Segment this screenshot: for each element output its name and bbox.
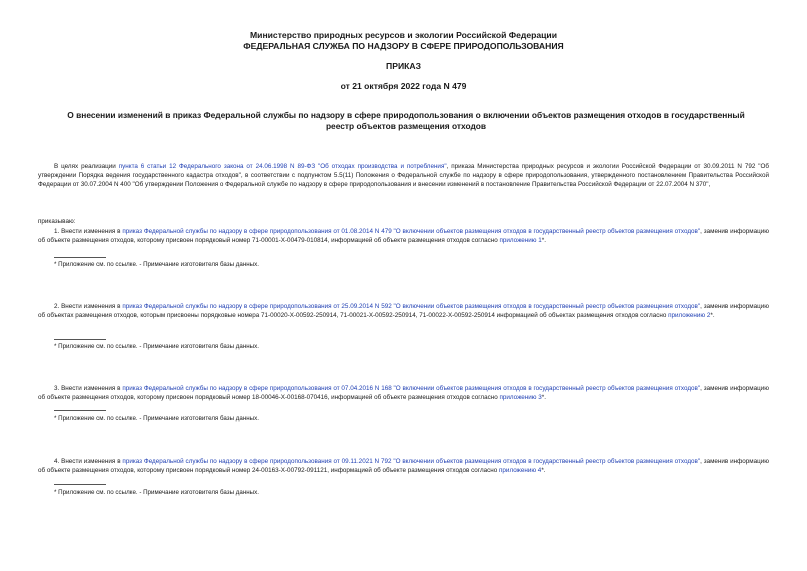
service-name: ФЕДЕРАЛЬНАЯ СЛУЖБА ПО НАДЗОРУ В СФЕРЕ ПРИРОДОПОЛЬЗОВАНИЯ <box>243 41 564 51</box>
order-item-3 <box>38 384 769 402</box>
order-link[interactable]: приказ Федеральной службы по надзору в сфере природопользования от 01.08.2014 N 479 "О включении объектов размещения отходов в государственный реестр объектов размещения отходов" <box>122 228 701 235</box>
preamble-text: , приказа Министерства природных ресурсов и экологии Российской Федерации от 30.09.2011 N 792 "Об утверждении Порядка ведения государственного кадастра отходов", в соответствии с подпунктом 5.5(11) Положения о Федеральной службе по надзору в сфере природопользования, утвержденного постановлением Правительства Российской Федерации от 30.07.2004 N 400 "Об утверждении Положения о Федеральной службе по надзору в сфере природопользования и внесении изменений в постановление Правительства Российской Федерации от 22.07.2004 N 370", <box>38 163 769 189</box>
preamble-paragraph <box>38 162 769 190</box>
appendix-link[interactable]: приложению 3 <box>499 394 542 402</box>
item-text: *. <box>541 394 546 402</box>
footnote-divider <box>54 484 106 485</box>
footnote: * Приложение см. по ссылке. - Примечание изготовителя базы данных. <box>54 343 259 350</box>
item-text: 1. Внести изменения в <box>54 228 123 235</box>
law-link[interactable]: пункта 6 статьи 12 Федерального закона от 24.06.1998 N 89-ФЗ "Об отходах производства и потребления" <box>118 163 447 170</box>
order-link[interactable]: приказ Федеральной службы по надзору в сфере природопользования от 09.11.2021 N 792 "О включении объектов размещения отходов в государственный реестр объектов размещения отходов" <box>122 458 701 465</box>
footnote-divider <box>54 257 106 258</box>
item-text: , заменив информацию об объекте размещения отходов, которому присвоен порядковый номер 18-00046-Х-00168-070416, информацией об объекте размещения отходов согласно <box>38 385 769 402</box>
ministry-name: Министерство природных ресурсов и экологии Российской Федерации <box>250 30 557 40</box>
order-item-1 <box>38 227 769 245</box>
item-text: *. <box>710 312 715 320</box>
item-text: *. <box>541 467 546 475</box>
order-item-4 <box>38 457 769 475</box>
appendix-link[interactable]: приложению 1 <box>499 237 542 245</box>
order-link[interactable]: приказ Федеральной службы по надзору в сфере природопользования от 25.09.2014 N 592 "О включении объектов размещения отходов в государственный реестр объектов размещения отходов" <box>122 303 701 310</box>
order-item-2 <box>38 302 769 320</box>
footnote: * Приложение см. по ссылке. - Примечание изготовителя базы данных. <box>54 489 259 496</box>
document-type: ПРИКАЗ <box>386 61 421 71</box>
footnote: * Приложение см. по ссылке. - Примечание изготовителя базы данных. <box>54 261 259 268</box>
appendix-link[interactable]: приложению 4 <box>499 467 542 475</box>
item-text: 4. Внести изменения в <box>54 458 123 465</box>
footnote-divider <box>54 410 106 411</box>
appendix-link[interactable]: приложению 2 <box>668 312 711 320</box>
footnote-divider <box>54 339 106 340</box>
item-text: , заменив информацию об объектах размещения отходов, которым присвоены порядковые номера 71-00020-Х-00592-250914, 71-00021-Х-00592-250914, 71-00022-Х-00592-250914 информацией об объектах размещения отходов согласно <box>38 303 769 320</box>
item-text: , заменив информацию об объекте размещения отходов, которому присвоен порядковый номер 71-00001-Х-00479-010814, информацией об объекте размещения отходов согласно <box>38 228 769 245</box>
document-title: О внесении изменений в приказ Федеральной службы по надзору в сфере природопользования о включении объектов размещения отходов в государственный реестр объектов размещения отходов <box>67 110 745 131</box>
order-link[interactable]: приказ Федеральной службы по надзору в сфере природопользования от 07.04.2016 N 168 "О включении объектов размещения отходов в государственный реестр объектов размещения отходов" <box>122 385 701 392</box>
order-word: приказываю: <box>38 218 76 225</box>
preamble-text: В целях реализации <box>54 163 119 170</box>
item-text: , заменив информацию об объекте размещения отходов, которому присвоен порядковый номер 24-00163-Х-00792-091121, информацией об объекте размещения отходов согласно <box>38 458 769 475</box>
item-text: *. <box>541 237 546 245</box>
item-text: 3. Внести изменения в <box>54 385 123 392</box>
footnote: * Приложение см. по ссылке. - Примечание изготовителя базы данных. <box>54 415 259 422</box>
document-date-number: от 21 октября 2022 года N 479 <box>340 81 467 91</box>
item-text: 2. Внести изменения в <box>54 303 123 310</box>
